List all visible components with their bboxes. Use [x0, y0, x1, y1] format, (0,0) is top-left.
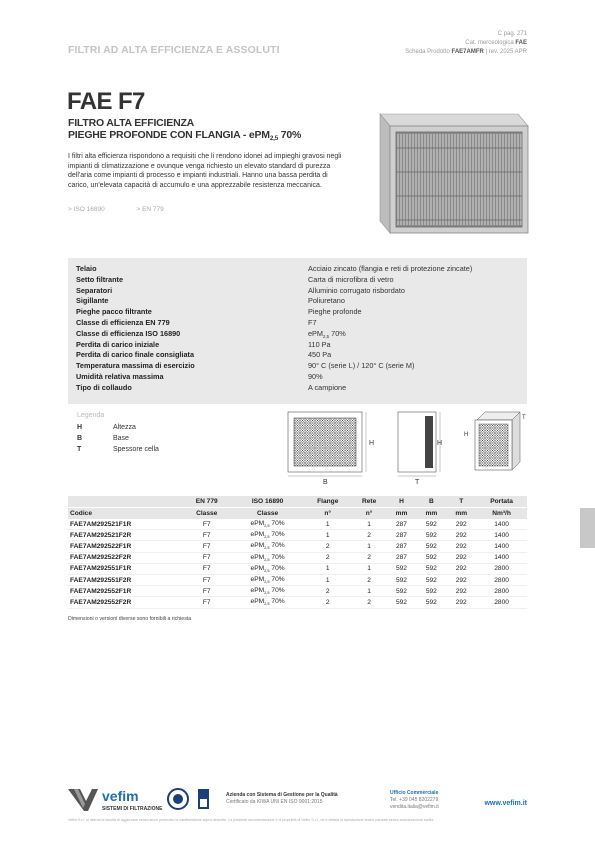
table-cell: 1	[304, 574, 352, 585]
table-cell: 2800	[476, 574, 527, 585]
product-codes-table	[68, 496, 527, 609]
spec-label: Classe di efficienza EN 779	[76, 318, 170, 327]
sales-office: Ufficio Commerciale Tel. +39 045 8202279 vendita.italia@vefim.it	[390, 790, 439, 810]
table-cell: 592	[387, 597, 417, 608]
table-cell: FAE7AM292551F2R	[68, 574, 182, 585]
table-cell: ePM$_{2,5}$ 70%	[231, 530, 303, 541]
table-cell: 287	[387, 530, 417, 541]
table-group-header: Rete	[352, 496, 387, 508]
table-group-header: Flange	[304, 496, 352, 508]
table-cell: 292	[446, 530, 476, 541]
table-cell: 292	[446, 597, 476, 608]
table-cell: ePM$_{2,5}$ 70%	[231, 552, 303, 563]
website-link[interactable]: www.vefim.it	[484, 800, 527, 807]
table-cell: 292	[446, 552, 476, 563]
table-cell: 292	[446, 586, 476, 597]
table-row	[68, 586, 527, 597]
table-cell: 2800	[476, 586, 527, 597]
table-cell: FAE7AM292521F2R	[68, 530, 182, 541]
table-cell: 2	[304, 597, 352, 608]
spec-value: 450 Pa	[308, 350, 332, 360]
table-cell: 292	[446, 574, 476, 585]
table-cell: FAE7AM292551F1R	[68, 563, 182, 574]
quality-certification: Azienda con Sistema di Gestione per la Qualità Certificato da KIWA UNI EN ISO 9001:2015	[226, 792, 338, 805]
spec-value: 90° C (serie L) / 120° C (serie M)	[308, 361, 415, 371]
legend-item: B Base	[77, 435, 129, 442]
table-cell: 2	[352, 530, 387, 541]
spec-value: ePM$_{2,5}$ 70%	[308, 328, 346, 339]
sheet-label: Scheda Prodotto	[405, 49, 450, 55]
table-row	[68, 563, 527, 574]
product-model: FAE F7	[67, 88, 145, 115]
spec-block	[68, 258, 527, 404]
table-row	[68, 597, 527, 608]
table-group-header	[68, 496, 182, 508]
tag-iso-16890[interactable]: > ISO 16890	[68, 206, 105, 213]
table-cell: F7	[182, 519, 231, 530]
table-cell: 592	[416, 563, 446, 574]
table-cell: 1	[352, 563, 387, 574]
page-number: C pag. 271	[497, 31, 527, 37]
category-value: FAE	[515, 40, 527, 46]
table-cell: 1	[304, 563, 352, 574]
spec-value: Alluminio corrugato risbordato	[308, 285, 405, 295]
table-cell: 1400	[476, 530, 527, 541]
table-cell: ePM$_{2,5}$ 70%	[231, 541, 303, 552]
spec-label: Telaio	[76, 264, 97, 273]
table-cell: 1400	[476, 519, 527, 530]
table-cell: F7	[182, 574, 231, 585]
table-cell: 287	[387, 519, 417, 530]
product-subtitle-1: FILTRO ALTA EFFICIENZA	[68, 117, 195, 129]
table-cell: 1	[352, 586, 387, 597]
table-cell: 292	[446, 541, 476, 552]
table-cell: 2800	[476, 597, 527, 608]
spec-label: Sigillante	[76, 296, 109, 306]
table-cell: ePM$_{2,5}$ 70%	[231, 563, 303, 574]
spec-value: Acciaio zincato (flangia e reti di protezione zincate)	[308, 264, 473, 273]
page-reference	[405, 30, 527, 57]
table-cell: FAE7AM292522F1R	[68, 541, 182, 552]
dim-h-iso: H	[464, 432, 469, 438]
table-cell: ePM$_{2,5}$ 70%	[231, 597, 303, 608]
dim-h-side: H	[437, 440, 443, 447]
table-header: n°	[352, 508, 387, 520]
technical-drawing	[280, 408, 530, 488]
table-cell: 292	[446, 563, 476, 574]
table-header: mm	[387, 508, 417, 520]
table-cell: 1	[352, 519, 387, 530]
table-row	[68, 541, 527, 552]
table-cell: 592	[387, 574, 417, 585]
table-cell: 2	[352, 552, 387, 563]
spec-label: Temperatura massima di esercizio	[76, 361, 195, 371]
sheet-value: FAE7AMFR	[451, 49, 484, 55]
category-label: Cat. merceologica	[465, 40, 514, 46]
table-cell: FAE7AM292522F2R	[68, 552, 182, 563]
table-cell: 2	[352, 574, 387, 585]
table-cell: 2	[352, 597, 387, 608]
table-cell: F7	[182, 597, 231, 608]
table-group-header: B	[416, 496, 446, 508]
legend-item: T Spessore cella	[77, 446, 159, 453]
table-group-header: EN 779	[182, 496, 231, 508]
table-cell: FAE7AM292552F2R	[68, 597, 182, 608]
table-row	[68, 574, 527, 585]
table-cell: 592	[416, 552, 446, 563]
spec-value: 110 Pa	[308, 339, 331, 349]
spec-value: F7	[308, 318, 317, 327]
table-group-header: ISO 16890	[231, 496, 303, 508]
table-cell: 1	[352, 541, 387, 552]
table-group-header: T	[446, 496, 476, 508]
spec-label: Pieghe pacco filtrante	[76, 307, 152, 317]
table-header: Nm³/h	[476, 508, 527, 520]
section-title: FILTRI AD ALTA EFFICIENZA E ASSOLUTI	[68, 44, 280, 56]
spec-label: Perdita di carico finale consigliata	[76, 350, 195, 360]
table-header: Classe	[231, 508, 303, 520]
table-cell: F7	[182, 541, 231, 552]
table-cell: 592	[416, 541, 446, 552]
table-cell: 2	[304, 586, 352, 597]
spec-value: 90%	[308, 372, 323, 381]
table-cell: F7	[182, 530, 231, 541]
table-cell: ePM$_{2,5}$ 70%	[231, 574, 303, 585]
spec-value: A campione	[308, 382, 347, 392]
product-subtitle-2: PIEGHE PROFONDE CON FLANGIA - ePM$_{2,5}$ 70%	[68, 129, 302, 142]
brand-name: vefim	[102, 788, 139, 804]
table-cell: 287	[387, 541, 417, 552]
table-header: mm	[416, 508, 446, 520]
standards-tags	[68, 206, 194, 213]
table-group-header: H	[387, 496, 417, 508]
table-cell: F7	[182, 563, 231, 574]
table-cell: 2800	[476, 563, 527, 574]
table-cell: 592	[387, 586, 417, 597]
section-tab[interactable]	[580, 508, 595, 548]
table-cell: 592	[416, 597, 446, 608]
table-cell: 1	[304, 519, 352, 530]
spec-label: Tipo di collaudo	[76, 382, 132, 392]
table-cell: F7	[182, 552, 231, 563]
table-cell: 592	[387, 563, 417, 574]
table-cell: 2	[304, 552, 352, 563]
spec-value: Carta di microfibra di vetro	[308, 274, 394, 284]
legal-disclaimer: Vefim S.r.l. si riserva la facoltà di aggiornare senza alcun preavviso le caratteristiche sopra descritte. La presente documentazione è di proprietà di Vefim S.r.l., ne è vietata la riproduzione anche parziale senza autorizzazione scritta.	[68, 818, 435, 822]
spec-label: Classe di efficienza ISO 16890	[76, 328, 181, 338]
spec-label: Separatori	[76, 285, 113, 295]
table-cell: 287	[387, 552, 417, 563]
dim-t-iso: T	[522, 415, 526, 421]
table-row	[68, 530, 527, 541]
table-cell: 592	[416, 530, 446, 541]
dim-b-front: B	[323, 479, 328, 486]
spec-value: Poliuretano	[308, 296, 345, 306]
table-cell: F7	[182, 586, 231, 597]
legend-title: Legenda	[77, 412, 105, 419]
spec-label: Setto filtrante	[76, 274, 124, 284]
product-description: I filtri alta efficienza rispondono a requisiti che li rendono idonei ad impieghi gravosi negli impianti di climatizzazione e ovunque venga richiesto un elevato standard di purezza dell'aria come impianti di processo e impianti industriali. Hanno una bassa perdita di carico, un'elevata capacità di accumulo e una apprezzabile resistenza meccanica.	[68, 153, 342, 189]
table-cell: 592	[416, 586, 446, 597]
tag-en-779[interactable]: > EN 779	[136, 206, 164, 213]
table-cell: 292	[446, 519, 476, 530]
table-cell: 1	[304, 530, 352, 541]
table-row	[68, 552, 527, 563]
legend-item: H Altezza	[77, 424, 136, 431]
brand-tagline: SISTEMI DI FILTRAZIONE	[102, 806, 163, 812]
table-cell: 592	[416, 574, 446, 585]
table-header: n°	[304, 508, 352, 520]
table-row	[68, 519, 527, 530]
table-cell: ePM$_{2,5}$ 70%	[231, 519, 303, 530]
table-header: mm	[446, 508, 476, 520]
table-cell: FAE7AM292552F1R	[68, 586, 182, 597]
table-cell: 1400	[476, 541, 527, 552]
table-header: Codice	[68, 508, 182, 520]
table-cell: 1400	[476, 552, 527, 563]
spec-label: Perdita di carico iniziale	[76, 339, 160, 349]
table-cell: FAE7AM292521F1R	[68, 519, 182, 530]
sheet-revision: | rev. 2025 APR	[483, 49, 527, 55]
product-photo	[370, 108, 530, 238]
table-cell: 2	[304, 541, 352, 552]
table-header: Classe	[182, 508, 231, 520]
spec-value: Pieghe profonde	[308, 307, 362, 317]
availability-note: Dimensioni o versioni diverse sono fornibili a richiesta	[68, 616, 192, 622]
dim-t-side: T	[415, 479, 420, 486]
table-group-header: Portata	[476, 496, 527, 508]
vefim-logo	[68, 787, 218, 813]
table-cell: ePM$_{2,5}$ 70%	[231, 586, 303, 597]
spec-label: Umidità relativa massima	[76, 372, 164, 381]
office-email-link[interactable]: vendita.italia@vefim.it	[390, 804, 439, 810]
dim-h-front: H	[369, 440, 375, 447]
table-cell: 592	[416, 519, 446, 530]
